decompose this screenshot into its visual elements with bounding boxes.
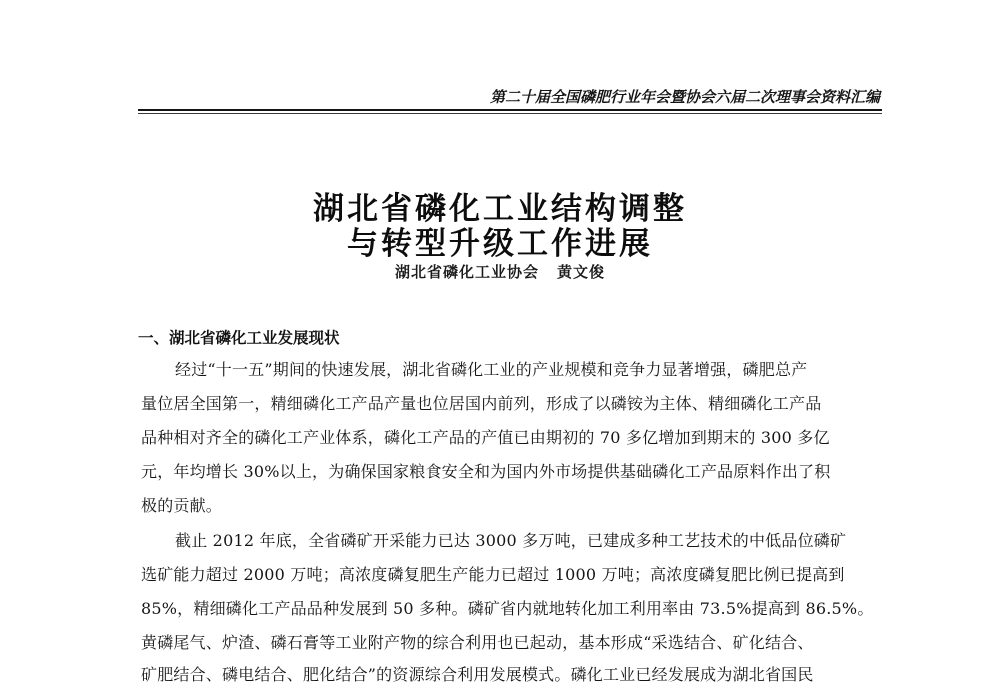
author-organization: 湖北省磷化工业协会	[394, 263, 539, 281]
article-title-line-2: 与转型升级工作进展	[347, 226, 653, 262]
author-name: 黄文俊	[557, 263, 606, 281]
running-header: 第二十届全国磷肥行业年会暨协会六届二次理事会资料汇编	[489, 88, 880, 106]
section-heading: 一、湖北省磷化工业发展现状	[138, 329, 340, 347]
article-title-line-1: 湖北省磷化工业结构调整	[313, 191, 687, 227]
header-rule	[138, 109, 882, 111]
paragraph-1-line: 品种相对齐全的磷化工产业体系，磷化工产品的产值已由期初的 70 多亿增加到期末的 300 多亿	[141, 428, 830, 447]
paragraph-1-line: 极的贡献。	[141, 496, 223, 515]
paragraph-2-line: 黄磷尾气、炉渣、磷石膏等工业附产物的综合利用也已起动，基本形成“采选结合、矿化结合、	[141, 633, 814, 652]
paragraph-2-line: 矿肥结合、磷电结合、肥化结合”的资源综合利用发展模式。磷化工业已经发展成为湖北省国民	[141, 665, 814, 684]
paragraph-2-line: 截止 2012 年底，全省磷矿开采能力已达 3000 多万吨，已建成多种工艺技术的中低品位磷矿	[175, 531, 847, 550]
paragraph-1-line: 量位居全国第一，精细磷化工产品产量也位居国内前列，形成了以磷铵为主体、精细磷化工产品	[141, 394, 822, 413]
paragraph-2-line: 85%，精细磷化工产品品种发展到 50 多种。磷矿省内就地转化加工利用率由 73.5%提高到 86.5%。	[141, 599, 874, 618]
byline	[0, 261, 1000, 282]
paragraph-1-line: 经过“十一五”期间的快速发展，湖北省磷化工业的产业规模和竞争力显著增强，磷肥总产	[175, 360, 808, 379]
header-rule-thin	[138, 113, 882, 114]
paragraph-1-line: 元，年均增长 30%以上，为确保国家粮食安全和为国内外市场提供基础磷化工产品原料作出了积	[141, 462, 831, 481]
paragraph-2-line: 选矿能力超过 2000 万吨；高浓度磷复肥生产能力已超过 1000 万吨；高浓度磷复肥比例已提高到	[141, 565, 845, 584]
